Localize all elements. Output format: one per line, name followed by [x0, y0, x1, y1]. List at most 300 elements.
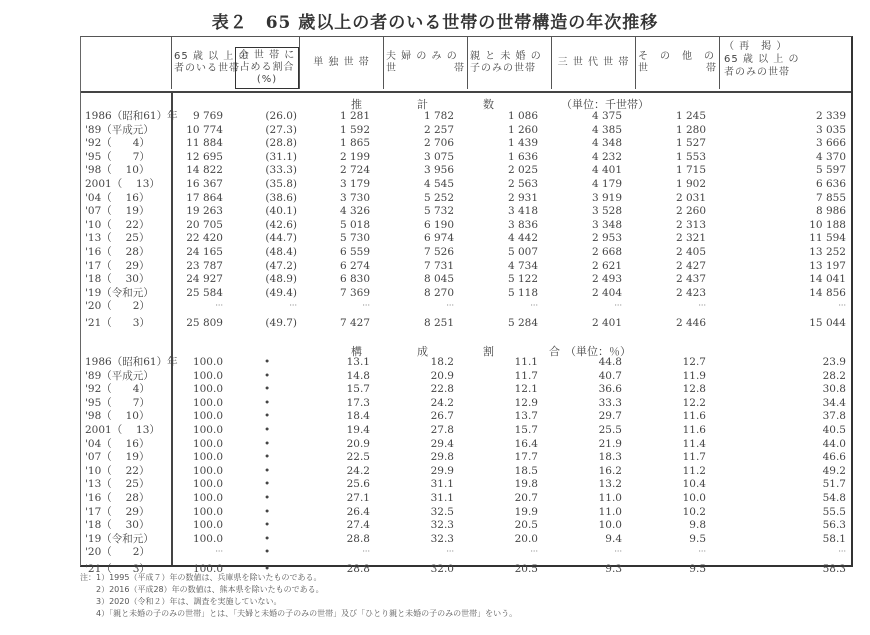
cell-value: 28.8 [346, 563, 370, 575]
header-line: 夫 婦 の み の [386, 51, 458, 62]
cell-value: 55.5 [822, 505, 846, 518]
cell-value: ··· [289, 301, 297, 311]
cell-value: 5 018 [339, 218, 370, 231]
cell-value: 100.0 [192, 437, 223, 450]
cell-value: ··· [614, 301, 622, 311]
year-label: '16（ 28） [85, 246, 150, 258]
cell-value: 2 931 [507, 191, 538, 204]
cell-value: (28.8) [265, 137, 297, 150]
table-row [81, 383, 852, 395]
cell-value: • [264, 478, 271, 491]
cell-value: 10.0 [598, 519, 622, 532]
table-row [81, 205, 852, 217]
cell-value: (42.6) [265, 218, 297, 231]
cell-value: 9 769 [192, 110, 223, 122]
cell-value: 100.0 [192, 424, 223, 436]
header-total-65plus [171, 37, 250, 89]
cell-value: 6 974 [423, 232, 454, 245]
cell-value: 2 401 [591, 317, 622, 329]
cell-value: 2 621 [591, 259, 622, 272]
year-label: '92（ 4） [85, 137, 150, 150]
cell-value: 3 919 [591, 191, 622, 204]
footnote: 4）「親と未婚の子のみの世帯」とは、「夫婦と未婚の子のみの世帯」及び「ひとり親と未婚の子のみの世帯」をいう。 [80, 609, 518, 618]
cell-value: 15.7 [514, 424, 538, 436]
cell-value: 24.2 [346, 464, 370, 477]
year-label: '20（ 2） [85, 546, 150, 559]
cell-value: (49.7) [265, 317, 297, 329]
cell-value: 16.2 [598, 464, 622, 477]
header-other [635, 37, 719, 89]
cell-value: ··· [530, 301, 538, 311]
header-year-blank [81, 37, 171, 89]
cell-value: 14 856 [809, 286, 846, 299]
cell-value: 11.0 [598, 505, 622, 518]
cell-value: 17 864 [186, 191, 223, 204]
cell-value: 11.7 [682, 451, 706, 464]
cell-value: 6 190 [423, 218, 454, 231]
cell-value: 100.0 [192, 383, 223, 396]
cell-value: 24.2 [430, 396, 454, 409]
cell-value: 29.8 [430, 451, 454, 464]
cell-value: 20.7 [514, 492, 538, 504]
cell-value: ··· [446, 301, 454, 311]
cell-value: 4 179 [591, 178, 622, 190]
cell-value: ··· [614, 547, 622, 557]
table-row [81, 246, 852, 258]
cell-value: 1 782 [423, 110, 454, 122]
section-composition-label: 構 成 割 合 [351, 345, 560, 358]
cell-value: 10 188 [809, 218, 846, 231]
cell-value: 9.5 [689, 563, 706, 575]
year-label: '07（ 19） [85, 205, 150, 218]
cell-value: (47.2) [265, 259, 297, 272]
year-label: 1986（昭和61）年 [85, 356, 178, 368]
cell-value: (27.3) [265, 123, 297, 136]
table-row [81, 273, 852, 285]
cell-value: • [264, 410, 271, 423]
year-label: '18（ 30） [85, 273, 150, 286]
table-row [81, 317, 852, 329]
cell-value: 19.9 [514, 505, 538, 518]
cell-value: 4 348 [591, 137, 622, 150]
section-composition-unit: （単位：％） [565, 345, 631, 358]
year-label: '21（ 3） [85, 563, 150, 575]
table-row [81, 410, 852, 422]
cell-value: 32.5 [430, 505, 454, 518]
cell-value: 5 732 [423, 205, 454, 218]
cell-value: 11.0 [598, 492, 622, 504]
cell-value: ··· [838, 301, 846, 311]
cell-value: 100.0 [192, 505, 223, 518]
cell-value: 1 086 [507, 110, 538, 122]
cell-value: • [264, 369, 271, 382]
cell-value: 14.8 [346, 369, 370, 382]
cell-value: 3 836 [507, 218, 538, 231]
header-line: 世 [386, 63, 397, 74]
cell-value: 3 528 [591, 205, 622, 218]
year-label: '10（ 22） [85, 464, 150, 477]
cell-value: 2 706 [423, 137, 454, 150]
cell-value: 31.1 [430, 492, 454, 504]
cell-value: 20 705 [186, 218, 223, 231]
cell-value: 2 031 [675, 191, 706, 204]
header-line: 者のみの世帯 [724, 67, 790, 78]
cell-value: 100.0 [192, 532, 223, 545]
year-label: '89（平成元） [85, 369, 154, 382]
cell-value: 19 263 [186, 205, 223, 218]
cell-value: 8 251 [423, 317, 454, 329]
cell-value: 19.8 [514, 478, 538, 491]
cell-value: 3 418 [507, 205, 538, 218]
cell-value: 18.4 [346, 410, 370, 423]
footnote: 注：1）1995（平成７）年の数値は、兵庫県を除いたものである。 [80, 573, 322, 582]
cell-value: 4 442 [507, 232, 538, 245]
cell-value: 10 774 [186, 123, 223, 136]
year-label: '17（ 29） [85, 505, 150, 518]
year-label: '04（ 16） [85, 437, 150, 450]
cell-value: (35.8) [265, 178, 297, 190]
cell-value: ··· [838, 547, 846, 557]
year-label: '95（ 7） [85, 396, 150, 409]
cell-value: 46.6 [822, 451, 846, 464]
cell-value: 3 666 [815, 137, 846, 150]
year-label: '07（ 19） [85, 451, 150, 464]
cell-value: • [264, 396, 271, 409]
cell-value: 14 041 [809, 273, 846, 286]
cell-value: 8 045 [423, 273, 454, 286]
cell-value: 4 370 [815, 150, 846, 163]
cell-value: 22 420 [186, 232, 223, 245]
cell-value: 12.2 [682, 396, 706, 409]
cell-value: 20.9 [346, 437, 370, 450]
cell-value: 12.7 [682, 356, 706, 368]
cell-value: 20.5 [514, 563, 538, 575]
table-title: 表２ 65 歳以上の者のいる世帯の世帯構造の年次推移 [211, 13, 659, 33]
cell-value: 4 375 [591, 110, 622, 122]
year-label: '19（令和元） [85, 532, 154, 545]
cell-value: 2 313 [675, 218, 706, 231]
cell-value: 29.4 [430, 437, 454, 450]
cell-value: 44.8 [598, 356, 622, 368]
cell-value: 1 636 [507, 150, 538, 163]
cell-value: 21.9 [598, 437, 622, 450]
cell-value: 1 553 [675, 150, 706, 163]
cell-value: (40.1) [265, 205, 297, 218]
cell-value: 24 165 [186, 246, 223, 258]
cell-value: 25.6 [346, 478, 370, 491]
table-row [81, 451, 852, 463]
cell-value: 4 232 [591, 150, 622, 163]
table-row [81, 397, 852, 409]
year-label: '20（ 2） [85, 300, 150, 313]
table-row [81, 465, 852, 477]
cell-value: (48.4) [265, 246, 297, 258]
cell-value: 27.8 [430, 424, 454, 436]
cell-value: 4 734 [507, 259, 538, 272]
cell-value: 2 423 [675, 286, 706, 299]
data-table [80, 36, 853, 575]
cell-value: 15.7 [346, 383, 370, 396]
cell-value: 12.1 [514, 383, 538, 396]
cell-value: 27.1 [346, 492, 370, 504]
header-line: 単 独 世 帯 [313, 57, 370, 68]
cell-value: 2 446 [675, 317, 706, 329]
cell-value: 11 884 [186, 137, 223, 150]
cell-value: 12.9 [514, 396, 538, 409]
table-row [81, 492, 852, 504]
cell-value: 7 855 [815, 191, 846, 204]
cell-value: 22.8 [430, 383, 454, 396]
cell-value: 100.0 [192, 464, 223, 477]
cell-value: • [264, 356, 271, 368]
cell-value: 5 252 [423, 191, 454, 204]
cell-value: 25 584 [186, 286, 223, 299]
cell-value: 2 724 [339, 164, 370, 177]
cell-value: 11.9 [682, 369, 706, 382]
cell-value: 58.1 [822, 532, 846, 545]
cell-value: 100.0 [192, 519, 223, 532]
cell-value: 8 270 [423, 286, 454, 299]
cell-value: (38.6) [265, 191, 297, 204]
cell-value: • [264, 383, 271, 396]
cell-value: 10.4 [682, 478, 706, 491]
header-line: 親 と 未 婚 の [470, 51, 542, 62]
cell-value: 2 199 [339, 150, 370, 163]
table-row [81, 110, 852, 122]
cell-value: 100.0 [192, 451, 223, 464]
cell-value: ··· [446, 547, 454, 557]
cell-value: • [264, 424, 271, 436]
table-row [81, 124, 852, 136]
year-label: 2001（ 13） [85, 424, 160, 436]
cell-value: 7 369 [339, 286, 370, 299]
cell-value: 1 527 [675, 137, 706, 150]
cell-value: 40.7 [598, 369, 622, 382]
header-line: 帯 [706, 63, 717, 74]
header-share-of-all [235, 47, 299, 89]
header-line: 65 歳 以 上 の [724, 54, 800, 65]
table-row [81, 178, 852, 190]
cell-value: 36.6 [598, 383, 622, 396]
cell-value: 17.7 [514, 451, 538, 464]
year-label: '98（ 10） [85, 410, 150, 423]
header-line: 65 歳 以 上 の [174, 51, 250, 62]
cell-value: 37.8 [822, 410, 846, 423]
year-label: '98（ 10） [85, 164, 150, 177]
cell-value: 25.5 [598, 424, 622, 436]
cell-value: ··· [530, 547, 538, 557]
cell-value: 4 545 [423, 178, 454, 190]
table-row [81, 533, 852, 545]
cell-value: 1 281 [339, 110, 370, 122]
cell-value: 17.3 [346, 396, 370, 409]
cell-value: 100.0 [192, 356, 223, 368]
header-couple-only [383, 37, 467, 89]
cell-value: 11.6 [682, 424, 706, 436]
cell-value: 3 035 [815, 123, 846, 136]
table-row [81, 506, 852, 518]
cell-value: 24 927 [186, 273, 223, 286]
cell-value: 100.0 [192, 478, 223, 491]
cell-value: 11.1 [514, 356, 538, 368]
header-elderly-only [719, 37, 852, 89]
cell-value: 1 260 [507, 123, 538, 136]
cell-value: 2 339 [815, 110, 846, 122]
cell-value: 4 385 [591, 123, 622, 136]
header-single [299, 37, 383, 89]
cell-value: 44.0 [822, 437, 846, 450]
cell-value: 13.1 [346, 356, 370, 368]
cell-value: 49.2 [822, 464, 846, 477]
cell-value: 5 730 [339, 232, 370, 245]
table-row [81, 370, 852, 382]
cell-value: 25 809 [186, 317, 223, 329]
section-estimates-unit: （単位：千世帯） [561, 98, 649, 111]
cell-value: ··· [698, 301, 706, 311]
cell-value: 10.0 [682, 492, 706, 504]
cell-value: 34.4 [822, 396, 846, 409]
cell-value: 100.0 [192, 563, 223, 575]
year-label: '13（ 25） [85, 478, 150, 491]
cell-value: 100.0 [192, 369, 223, 382]
section-estimates-label: 推 計 数 [351, 98, 494, 111]
year-label: '21（ 3） [85, 317, 150, 329]
cell-value: 56.3 [822, 519, 846, 532]
cell-value: 2 025 [507, 164, 538, 177]
cell-value: 31.1 [430, 478, 454, 491]
cell-value: 2 427 [675, 259, 706, 272]
cell-value: • [264, 505, 271, 518]
cell-value: 9.5 [689, 532, 706, 545]
year-label: '10（ 22） [85, 218, 150, 231]
cell-value: 13 197 [809, 259, 846, 272]
table-row [81, 232, 852, 244]
cell-value: 5 597 [815, 164, 846, 177]
cell-value: 29.7 [598, 410, 622, 423]
cell-value: 6 274 [339, 259, 370, 272]
cell-value: 5 284 [507, 317, 538, 329]
cell-value: 3 730 [339, 191, 370, 204]
cell-value: 9.3 [605, 563, 622, 575]
cell-value: 16.4 [514, 437, 538, 450]
cell-value: 11.7 [514, 369, 538, 382]
cell-value: 23.9 [822, 356, 846, 368]
header-line: 帯 [454, 63, 465, 74]
header-line: (%) [256, 74, 278, 85]
table-row [81, 356, 852, 368]
cell-value: 100.0 [192, 410, 223, 423]
year-label: 2001（ 13） [85, 178, 160, 190]
header-parent-unmarried-child [467, 37, 551, 89]
cell-value: 32.0 [430, 563, 454, 575]
cell-value: 5 118 [507, 286, 538, 299]
cell-value: 18.2 [430, 356, 454, 368]
cell-value: 2 437 [675, 273, 706, 286]
cell-value: 5 122 [507, 273, 538, 286]
table-row [81, 151, 852, 163]
cell-value: 7 427 [339, 317, 370, 329]
cell-value: 32.3 [430, 519, 454, 532]
table-row [81, 164, 852, 176]
cell-value: 18.5 [514, 464, 538, 477]
cell-value: 1 865 [339, 137, 370, 150]
year-label: '92（ 4） [85, 383, 150, 396]
cell-value: 1 592 [339, 123, 370, 136]
table-row [81, 519, 852, 531]
cell-value: 33.3 [598, 396, 622, 409]
cell-value: 11 594 [809, 232, 846, 245]
year-label: '89（平成元） [85, 123, 154, 136]
year-label: '18（ 30） [85, 519, 150, 532]
cell-value: 58.3 [822, 563, 846, 575]
cell-value: (44.7) [265, 232, 297, 245]
cell-value: 3 075 [423, 150, 454, 163]
cell-value: 5 007 [507, 246, 538, 258]
cell-value: 100.0 [192, 396, 223, 409]
cell-value: 6 830 [339, 273, 370, 286]
cell-value: 2 404 [591, 286, 622, 299]
cell-value: 18.3 [598, 451, 622, 464]
cell-value: 26.4 [346, 505, 370, 518]
cell-value: 6 559 [339, 246, 370, 258]
cell-value: 26.7 [430, 410, 454, 423]
footnotes [80, 572, 517, 620]
table-row [81, 478, 852, 490]
table-row [81, 546, 852, 558]
cell-value: 6 636 [815, 178, 846, 190]
cell-value: 22.5 [346, 451, 370, 464]
year-label: '13（ 25） [85, 232, 150, 245]
year-label: '19（令和元） [85, 286, 154, 299]
cell-value: ··· [215, 547, 223, 557]
footnote: 2）2016（平成28）年の数値は、熊本県を除いたものである。 [80, 585, 324, 594]
cell-value: 29.9 [430, 464, 454, 477]
cell-value: 51.7 [822, 478, 846, 491]
cell-value: 4 326 [339, 205, 370, 218]
cell-value: 9.8 [689, 519, 706, 532]
header-three-generation [551, 37, 635, 89]
cell-value: 13 252 [809, 246, 846, 258]
cell-value: 30.8 [822, 383, 846, 396]
cell-value: 1 439 [507, 137, 538, 150]
cell-value: 20.9 [430, 369, 454, 382]
cell-value: 10.2 [682, 505, 706, 518]
year-label: 1986（昭和61）年 [85, 110, 178, 122]
cell-value: • [264, 532, 271, 545]
cell-value: 1 902 [675, 178, 706, 190]
cell-value: • [264, 464, 271, 477]
table-row [81, 219, 852, 231]
cell-value: • [264, 546, 271, 559]
cell-value: 3 956 [423, 164, 454, 177]
cell-value: (49.4) [265, 286, 297, 299]
table-row [81, 287, 852, 299]
cell-value: 1 280 [675, 123, 706, 136]
cell-value: 100.0 [192, 492, 223, 504]
cell-value: 1 715 [675, 164, 706, 177]
table-row [81, 137, 852, 149]
cell-value: 13.7 [514, 410, 538, 423]
year-label: '04（ 16） [85, 191, 150, 204]
cell-value: 3 179 [339, 178, 370, 190]
header-line: 全 世 帯 に [238, 50, 296, 61]
cell-value: • [264, 451, 271, 464]
cell-value: 2 257 [423, 123, 454, 136]
table-row [81, 260, 852, 272]
table-header [81, 37, 851, 93]
year-label: '17（ 29） [85, 259, 150, 272]
cell-value: 28.8 [346, 532, 370, 545]
